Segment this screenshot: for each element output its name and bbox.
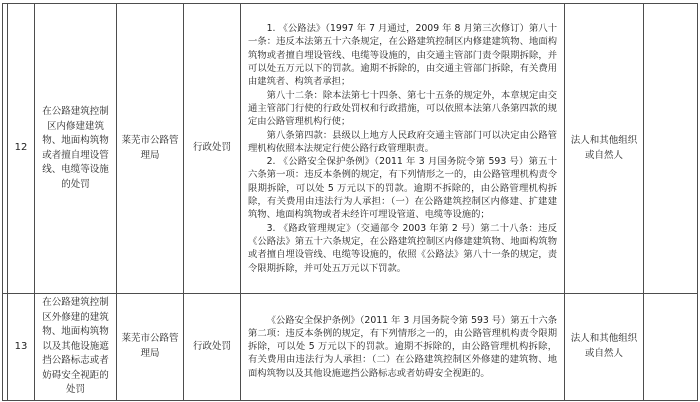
legal-basis-paragraph: 《公路安全保护条例》（2011 年 3 月国务院令第 593 号）第五十六条第二项：违反本条例的规定，有下列情形之一的，由公路管理机构责令限期拆除，可以处 5 万元以下的罚款。逾期不拆除的，由公路管理机构拆除，有关费用由违法行为人承担：（二）在公路建筑控制区外修建的建筑物、地面构筑物以及其他设施遮挡公路标志或者妨碍安全视距的。 [248,314,557,379]
legal-basis-paragraph: 第八条第四款：县级以上地方人民政府交通主管部门可以决定由公路管理机构依照本法规定行使公路行政管理职责。 [248,129,557,154]
empty-cell [644,294,698,401]
sequence-number-cell: 13 [8,294,35,401]
empty-cell [644,4,698,294]
legal-basis-cell [241,4,565,294]
power-item-cell: 在公路建筑控制区外修建的建筑物、地面构筑物以及其他设施遮挡公路标志或者妨碍安全视距的处罚 [35,294,117,401]
legal-basis-paragraph: 1. 《公路法》（1997 年 7 月通过，2009 年 8 月第三次修订）第八十一条：违反本法第五十六条规定，在公路建筑控制区内修建建筑物、地面构筑物或者擅自埋设管线、电缆等设施的，由交通主管部门责令限期拆除，并可以处五万元以下的罚款。逾期不拆除的，由交通主管部门拆除，有关费用由建筑者、构筑者承担； [248,23,557,88]
object-cell: 法人和其他组织或自然人 [565,4,644,294]
sequence-number-cell: 12 [8,4,35,294]
agency-cell: 莱芜市公路管理局 [117,4,184,294]
power-item-cell: 在公路建筑控制区内修建建筑物、地面构筑物或者擅自埋设管线、电缆等设施的处罚 [35,4,117,294]
object-cell: 法人和其他组织或自然人 [565,294,644,401]
table-row-12 [3,4,698,294]
table-row-13 [3,294,698,401]
power-type-cell: 行政处罚 [184,4,241,294]
legal-basis-paragraph: 2. 《公路安全保护条例》（2011 年 3 月国务院令第 593 号）第五十六条第一项：违反本条例的规定，有下列情形之一的，由公路管理机构责令限期拆除，可以处 5 万元以下的罚款。逾期不拆除的，由公路管理机构拆除，有关费用由违法行为人承担：（一）在公路建筑控制区内修建、扩建建筑物、地面构筑物或者未经许可埋设管道、电缆等设施的； [248,156,557,221]
legal-basis-paragraph: 3. 《路政管理规定》（交通部令 2003 年第 2 号）第二十八条：违反《公路法》第五十六条规定，在公路建筑控制区内修建建筑物、地面构筑物或者擅自埋设管线、电缆等设施的，依照《公路法》第八十一条的规定，责令限期拆除，并可处五万元以下罚款。 [248,222,557,274]
administrative-powers-table [2,3,698,401]
legal-basis-paragraph: 第八十二条：除本法第七十四条、第七十五条的规定外，本章规定由交通主管部门行使的行政处罚权和行政措施，可以依照本法第八条第四款的规定由公路管理机构行使； [248,89,557,128]
legal-basis-cell [241,294,565,401]
agency-cell: 莱芜市公路管理局 [117,294,184,401]
power-type-cell: 行政处罚 [184,294,241,401]
